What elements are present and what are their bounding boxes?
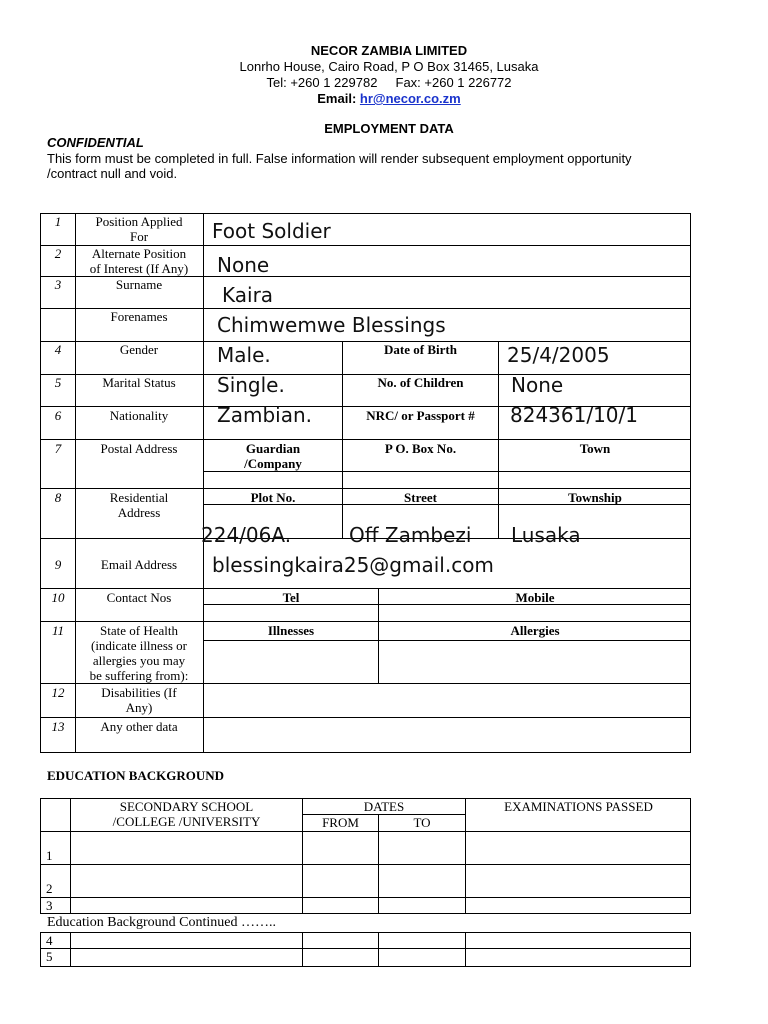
row-number: 9 xyxy=(54,557,62,572)
disabilities-label: Disabilities (If Any) xyxy=(101,685,177,715)
postal-address-label: Postal Address xyxy=(100,441,178,456)
company-address: Lonrho House, Cairo Road, P O Box 31465, Lusaka xyxy=(239,59,539,74)
dates-column-header: DATES xyxy=(363,799,405,814)
date-of-birth-value[interactable]: 25/4/2005 xyxy=(507,343,610,367)
nationality-value[interactable]: Zambian. xyxy=(217,403,312,427)
children-label: No. of Children xyxy=(377,375,464,390)
position-applied-label: Position Applied For xyxy=(95,214,183,244)
marital-status-label: Marital Status xyxy=(102,375,176,390)
allergies-header: Allergies xyxy=(510,623,560,638)
other-data-label: Any other data xyxy=(100,719,178,734)
marital-status-value[interactable]: Single. xyxy=(217,373,285,397)
to-column-header: TO xyxy=(413,815,431,830)
education-row-number: 1 xyxy=(46,848,53,863)
row-number: 4 xyxy=(54,342,62,357)
mobile-header: Mobile xyxy=(515,590,555,605)
row-number: 12 xyxy=(51,685,65,700)
from-column-header: FROM xyxy=(322,815,359,830)
education-row-number: 4 xyxy=(46,933,53,948)
education-heading: EDUCATION BACKGROUND xyxy=(47,768,225,783)
residential-address-label: Residential Address xyxy=(109,490,169,520)
education-continued-note: Education Background Continued …….. xyxy=(47,915,277,930)
alternate-position-value[interactable]: None xyxy=(217,253,270,277)
form-title: EMPLOYMENT DATA xyxy=(324,121,454,136)
row-number: 5 xyxy=(54,375,62,390)
row-number: 13 xyxy=(51,719,65,734)
row-number: 6 xyxy=(54,408,62,423)
row-number: 3 xyxy=(54,277,62,292)
school-column-header: SECONDARY SCHOOL /COLLEGE /UNIVERSITY xyxy=(112,799,261,829)
tel-header: Tel xyxy=(282,590,300,605)
instruction-line-1: This form must be completed in full. False information will render subsequent employment opportunity xyxy=(47,151,632,166)
confidential-label: CONFIDENTIAL xyxy=(47,135,144,150)
row-number: 2 xyxy=(54,246,62,261)
contact-nos-label: Contact Nos xyxy=(106,590,172,605)
form-instructions xyxy=(47,151,747,181)
education-row-number: 5 xyxy=(46,949,53,964)
company-email-line xyxy=(0,91,768,107)
row-number: 1 xyxy=(54,214,62,229)
guardian-company-header: Guardian /Company xyxy=(244,441,302,471)
exams-column-header: EXAMINATIONS PASSED xyxy=(504,799,653,814)
street-header: Street xyxy=(404,490,437,505)
row-number: 8 xyxy=(54,490,62,505)
town-header: Town xyxy=(579,441,611,456)
row-number: 10 xyxy=(51,590,65,605)
surname-value[interactable]: Kaira xyxy=(222,283,274,307)
nationality-label: Nationality xyxy=(109,408,169,423)
row-number: 7 xyxy=(54,441,62,456)
township-value[interactable]: Lusaka xyxy=(511,523,581,547)
nrc-passport-label: NRC/ or Passport # xyxy=(366,408,475,423)
nrc-passport-value[interactable]: 824361/10/1 xyxy=(510,403,638,427)
plot-no-value[interactable]: 224/06A. xyxy=(201,523,292,547)
surname-label: Surname xyxy=(115,277,163,292)
company-email-link[interactable]: hr@necor.co.zm xyxy=(359,91,461,106)
township-header: Township xyxy=(568,490,622,505)
date-of-birth-label: Date of Birth xyxy=(384,342,457,357)
position-applied-value[interactable]: Foot Soldier xyxy=(212,219,331,243)
po-box-header: P O. Box No. xyxy=(384,441,457,456)
company-name: NECOR ZAMBIA LIMITED xyxy=(310,43,468,58)
email-address-label: Email Address xyxy=(100,557,178,572)
email-address-value[interactable]: blessingkaira25@gmail.com xyxy=(212,553,494,577)
street-value[interactable]: Off Zambezi xyxy=(349,523,472,547)
label-column-divider xyxy=(203,213,204,753)
education-row-number: 3 xyxy=(46,898,53,913)
education-continued-border xyxy=(40,932,691,967)
children-value[interactable]: None xyxy=(511,373,564,397)
forenames-label: Forenames xyxy=(110,309,168,324)
state-of-health-label: State of Health (indicate illness or allergies you may be suffering from): xyxy=(89,623,189,683)
gender-value[interactable]: Male. xyxy=(217,343,271,367)
row-number: 11 xyxy=(51,623,65,638)
forenames-value[interactable]: Chimwemwe Blessings xyxy=(217,313,446,337)
gender-label: Gender xyxy=(119,342,159,357)
plot-no-header: Plot No. xyxy=(250,490,296,505)
alternate-position-label: Alternate Position of Interest (If Any) xyxy=(89,246,189,276)
company-phone-fax: Tel: +260 1 229782 Fax: +260 1 226772 xyxy=(266,75,512,90)
email-label: Email: xyxy=(317,91,357,106)
education-row-number: 2 xyxy=(46,881,53,896)
illnesses-header: Illnesses xyxy=(267,623,315,638)
instruction-line-2: /contract null and void. xyxy=(47,166,178,181)
